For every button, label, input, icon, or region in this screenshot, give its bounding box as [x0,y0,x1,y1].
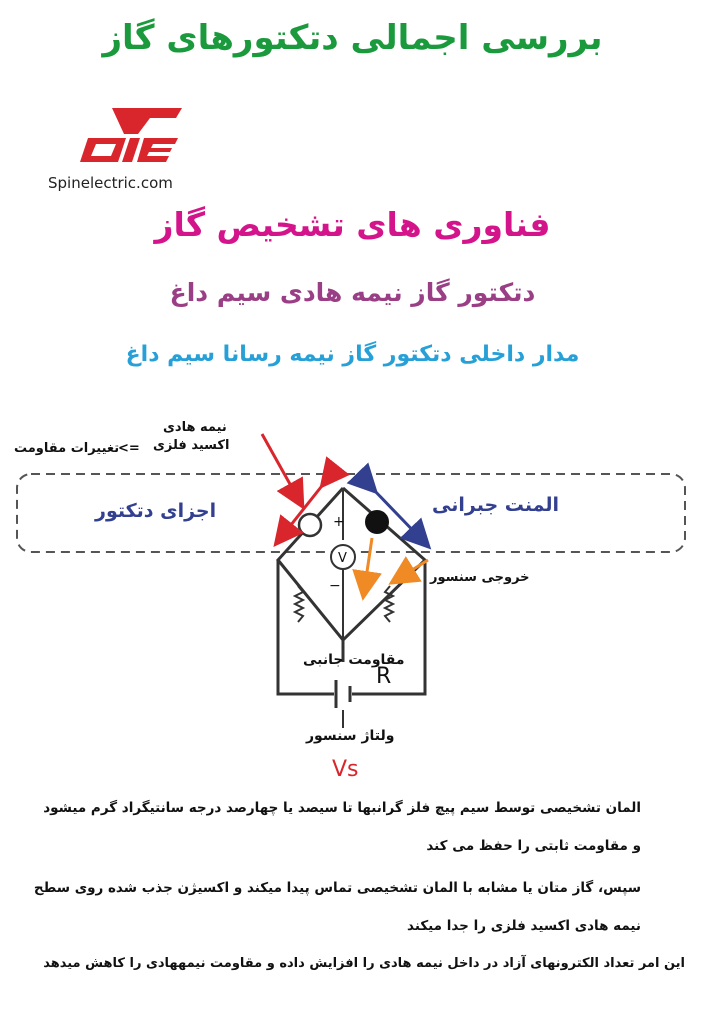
label-compensator: المنت جبرانی [432,494,560,516]
label-arrow: <= [118,441,140,456]
coil-left [295,586,303,622]
description-line-5: این امر تعداد الکترونهای آزاد در داخل نیمه هادی را افزایش داده و مقاومت نیمههادی را کاهش میدهد [43,956,685,971]
label-vs: Vs [332,757,359,782]
description-line-2: و مقاومت ثابتی را حفظ می کند [426,838,641,854]
site-name: Spinelectric.com [48,174,173,192]
label-sensor-voltage: ولتاژ سنسور [306,728,395,744]
label-detector-parts: اجزای دتکتور [95,500,217,522]
description-line-3: سپس، گاز متان یا مشابه با المان تشخیصی تماس پیدا میکند و اکسیژن جذب شده روی سطح [33,880,641,896]
circuit-title: مدار داخلی دتکتور گاز نیمه رسانا سیم داغ [125,342,580,367]
description-line-1: المان تشخیصی توسط سیم پیچ فلز گرانبها تا سیصد یا چهارصد درجه سانتیگراد گرم میشود [43,800,641,816]
label-semiconductor-1: نیمه هادی [163,420,227,435]
plus-sign: + [333,514,345,530]
label-semiconductor-2: اکسید فلزی [153,438,230,453]
label-side-resistor: مقاومت جانبی [303,652,405,668]
section-heading: فناوری های تشخیص گاز [154,205,551,244]
section-subheading: دتکتور گاز نیمه هادی سیم داغ [169,278,536,307]
pointer-arrow-red [262,434,300,502]
outer-circuit [278,560,334,694]
meter-letter: V [338,551,347,566]
output-arrow-orange [364,538,372,592]
label-resistance-change: تغییرات مقاومت [14,441,120,456]
description-line-4: نیمه هادی اکسید فلزی را جدا میکند [407,918,641,934]
detecting-element [299,514,321,536]
label-sensor-output: خروجی سنسور [430,570,530,585]
compensating-element [366,511,388,533]
label-resistor-r: R [376,664,392,689]
page-title: بررسی اجمالی دتکتورهای گاز [102,18,603,58]
minus-sign: − [329,578,341,594]
company-logo [74,104,184,168]
